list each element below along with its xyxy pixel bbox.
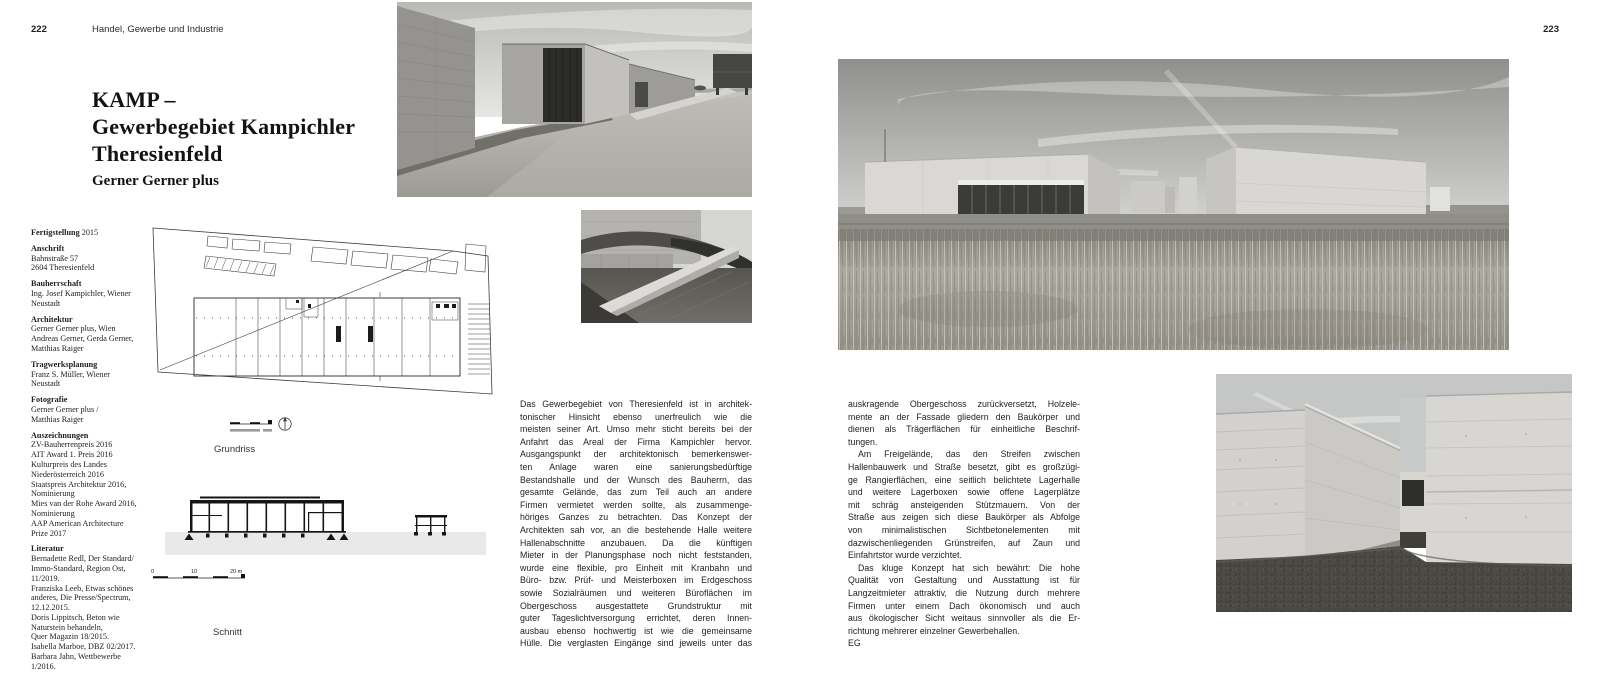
- meta-line: Franziska Leeb, Etwas schönes: [31, 583, 134, 593]
- meta-line: AIT Award 1. Preis 2016: [31, 450, 113, 460]
- meta-line: Mies van der Rohe Award 2016,: [31, 499, 137, 509]
- body-text-line: Qualität von Gestaltung und Ausstattung ist für: [848, 575, 1080, 586]
- meta-line: Barbara Jahn, Wettbewerbe: [31, 652, 121, 662]
- body-text-line: Anfahrt das Areal der Firma Kampichler hervor.: [520, 436, 752, 447]
- meta-line: 11/2019.: [31, 573, 60, 583]
- meta-line: Fertigstellung 2015: [31, 228, 99, 237]
- body-text-line: sowie Sozialräumen und weiteren Büroflächen im: [520, 587, 752, 598]
- scale-label-10: 10: [191, 569, 198, 575]
- project-title: [92, 86, 402, 167]
- meta-line: 2604 Theresienfeld: [31, 263, 95, 273]
- meta-line: Bahnstraße 57: [31, 253, 79, 263]
- meta-line: Staatspreis Architektur 2016,: [31, 479, 127, 489]
- meta-line: Gerner Gerner plus /: [31, 404, 99, 414]
- body-text-line: Hallenbauwerk und Straße besetzt, gibt es großzügi-: [848, 461, 1080, 472]
- meta-line: Matthias Raiger: [31, 343, 84, 353]
- body-text-line: höriges Ganzes zu betrachten. Das Konzept der: [520, 512, 752, 523]
- body-text-line: Hallenabschnitte anzubauen. Da die künftigen: [520, 537, 752, 548]
- scale-label-20m: 20 m: [230, 569, 243, 575]
- title-line-3: Theresienfeld: [92, 141, 223, 166]
- body-text-line: tungen.: [848, 436, 878, 447]
- photo-ramp-detail: [581, 210, 752, 323]
- body-text-line: Ausgangspunkt der architektonisch bemerkenswer-: [520, 449, 752, 460]
- scale-bar-section: [151, 569, 245, 578]
- photo-concrete-walls: [1216, 374, 1572, 612]
- meta-line: Niederösterreich 2016: [31, 469, 104, 479]
- body-text-line: auskragende Obergeschoss zurückversetzt, Holzele-: [848, 399, 1080, 409]
- meta-line: Isabella Marboe, DBZ 02/2017.: [31, 642, 136, 652]
- north-arrow-icon: [279, 417, 291, 430]
- section-drawing: [148, 484, 500, 592]
- meta-line: anderes, Die Presse/Spectrum,: [31, 593, 131, 603]
- body-text-line: Hülle. Die verglasten Eingänge sind jeweils unter das: [520, 638, 752, 649]
- meta-line: Gerner Gerner plus, Wien: [31, 324, 116, 334]
- meta-line: 1/2016.: [31, 661, 56, 671]
- meta-line: Kulturpreis des Landes: [31, 459, 107, 469]
- meta-line: Neustadt: [31, 298, 61, 308]
- body-text-line: von minimalistischen Sichtbetonelementen mit: [848, 524, 1080, 535]
- body-text-line: dazwischenliegenden Grünstreifen, auf Zaun und: [848, 537, 1080, 548]
- meta-line: ZV-Bauherrenpreis 2016: [31, 440, 113, 450]
- body-text-line: Architekten sah vor, an die bestehende Halle weitere: [520, 524, 752, 535]
- meta-line: Franz S. Müller, Wiener: [31, 369, 110, 379]
- body-text-line: Obergeschoss ausgestattete Grundstruktur mit: [520, 600, 752, 611]
- body-text-line: ge Rangierflächen, eine seitlich belichtete Lagerhalle: [848, 474, 1080, 485]
- body-text-line: aus ökologischer Sicht weitaus sinnvoller als die Er-: [848, 613, 1080, 624]
- scale-bar-plan: [230, 420, 272, 432]
- body-text-line: Einfahrtstor wurde verzichtet.: [848, 550, 962, 561]
- meta-line: Matthias Raiger: [31, 414, 84, 424]
- body-text-line: Das kluge Konzept hat sich bewährt: Die hohe: [858, 562, 1080, 573]
- photo-panorama-wheat-field: [838, 59, 1509, 350]
- meta-line: Doris Lippitsch, Beton wie: [31, 612, 120, 622]
- meta-line: AAP American Architecture: [31, 518, 124, 528]
- body-text-line: Langzeitmieter attraktiv, die Nutzung durch mehrere: [848, 587, 1080, 598]
- meta-line: Nominierung: [31, 489, 75, 499]
- meta-label: Literatur: [31, 544, 64, 554]
- meta-line: Nominierung: [31, 508, 75, 518]
- meta-line: Bernadette Redl, Der Standard/: [31, 554, 134, 564]
- meta-line: [31, 431, 169, 441]
- meta-line: Quer Magazin 18/2015.: [31, 632, 109, 642]
- page-number-right: 223: [1543, 24, 1559, 35]
- title-line-1: KAMP –: [92, 87, 176, 112]
- body-text-line: ten Anlage waren eine sanierungsbedürftige: [520, 461, 752, 472]
- body-text-line: dienen als Trägerflächen für einheitliche Beschrif-: [848, 424, 1080, 435]
- meta-line: Prize 2017: [31, 528, 67, 538]
- caption-section: Schnitt: [213, 627, 243, 638]
- scale-label-0: 0: [151, 569, 155, 575]
- body-text-line: ausbau ebenso hochwertig ist wie die gemeinsame: [520, 625, 752, 636]
- body-text-line: mit schräg ansteigenden Stützmauern. Von der: [848, 499, 1080, 510]
- page-number-left: 222: [31, 24, 47, 35]
- body-text-line: Mieter in der Planungsphase noch nicht feststanden,: [520, 550, 752, 561]
- body-text-line: guter Tageslichtversorgung errichtet, deren Innen-: [520, 613, 752, 624]
- body-text-line: gesamte Gelände, das zum Teil auch an andere: [520, 487, 752, 498]
- body-text-line: Firmen unter einem Dach ökonomisch und auch: [848, 600, 1080, 611]
- section-ground-band: [165, 532, 486, 555]
- architect-name: Gerner Gerner plus: [92, 173, 219, 189]
- body-text-line: richtung mehrerer einzelner Gewerbehallen.: [848, 625, 1020, 636]
- body-text-line: Straße aus zeigen sich diese Baukörper als Abfolge: [848, 512, 1080, 523]
- site-plan-drawing: [148, 214, 500, 404]
- meta-label: Tragwerksplanung: [31, 359, 98, 369]
- meta-line: Neustadt: [31, 379, 61, 389]
- body-column-2: [848, 398, 1080, 650]
- plan-scale-and-north: [224, 413, 296, 439]
- body-text-line: und weitere Lagerboxen sowie offene Lagerplätze: [848, 487, 1080, 498]
- body-text-line: wurde eine flexible, pro Einheit mit Kranbahn und: [520, 562, 752, 573]
- body-text-line: Bestandshalle und der Wunsch des Bauherrn, das: [520, 474, 752, 485]
- meta-line: Ing. Josef Kampichler, Wiener: [31, 288, 131, 298]
- body-text-line: Am Freigelände, das den Streifen zwischen: [858, 449, 1080, 460]
- body-text-line: Das Gewerbegebiet von Theresienfeld ist in architek-: [520, 399, 752, 409]
- body-text-line: tonischer Hinsicht ebenso unerfreulich wie die: [520, 411, 752, 422]
- meta-line: 12.12.2015.: [31, 603, 70, 613]
- meta-label: Bauherrschaft: [31, 279, 82, 289]
- meta-line: Andreas Gerner, Gerda Gerner,: [31, 334, 134, 344]
- body-text-line: Firmen vermietet werden sollte, als zusammenge-: [520, 499, 752, 510]
- body-text-line: meisten seiner Art. Umso mehr sticht bereits bei der: [520, 424, 752, 435]
- body-text-line: mente an der Fassade gliedern den Baukörper und: [848, 411, 1080, 422]
- photo-lagerboxen-path: [397, 2, 752, 197]
- running-header: Handel, Gewerbe und Industrie: [92, 24, 224, 35]
- body-text-line: EG: [848, 638, 861, 649]
- meta-line: Naturstein behandeln,: [31, 622, 103, 632]
- meta-label: Auszeichnungen: [31, 430, 89, 440]
- caption-plan: Grundriss: [214, 444, 256, 455]
- meta-label: Architektur: [31, 314, 73, 324]
- body-text-line: Büro- bzw. Prüf- und Meisterboxen im Erdgeschoss: [520, 575, 752, 586]
- meta-label: Fotografie: [31, 395, 68, 405]
- meta-label: Anschrift: [31, 243, 65, 253]
- meta-label: Fertigstellung: [31, 228, 80, 237]
- body-column-1: [520, 398, 752, 650]
- meta-line: Immo-Standard, Region Ost,: [31, 563, 126, 573]
- title-line-2: Gewerbegebiet Kampichler: [92, 114, 356, 139]
